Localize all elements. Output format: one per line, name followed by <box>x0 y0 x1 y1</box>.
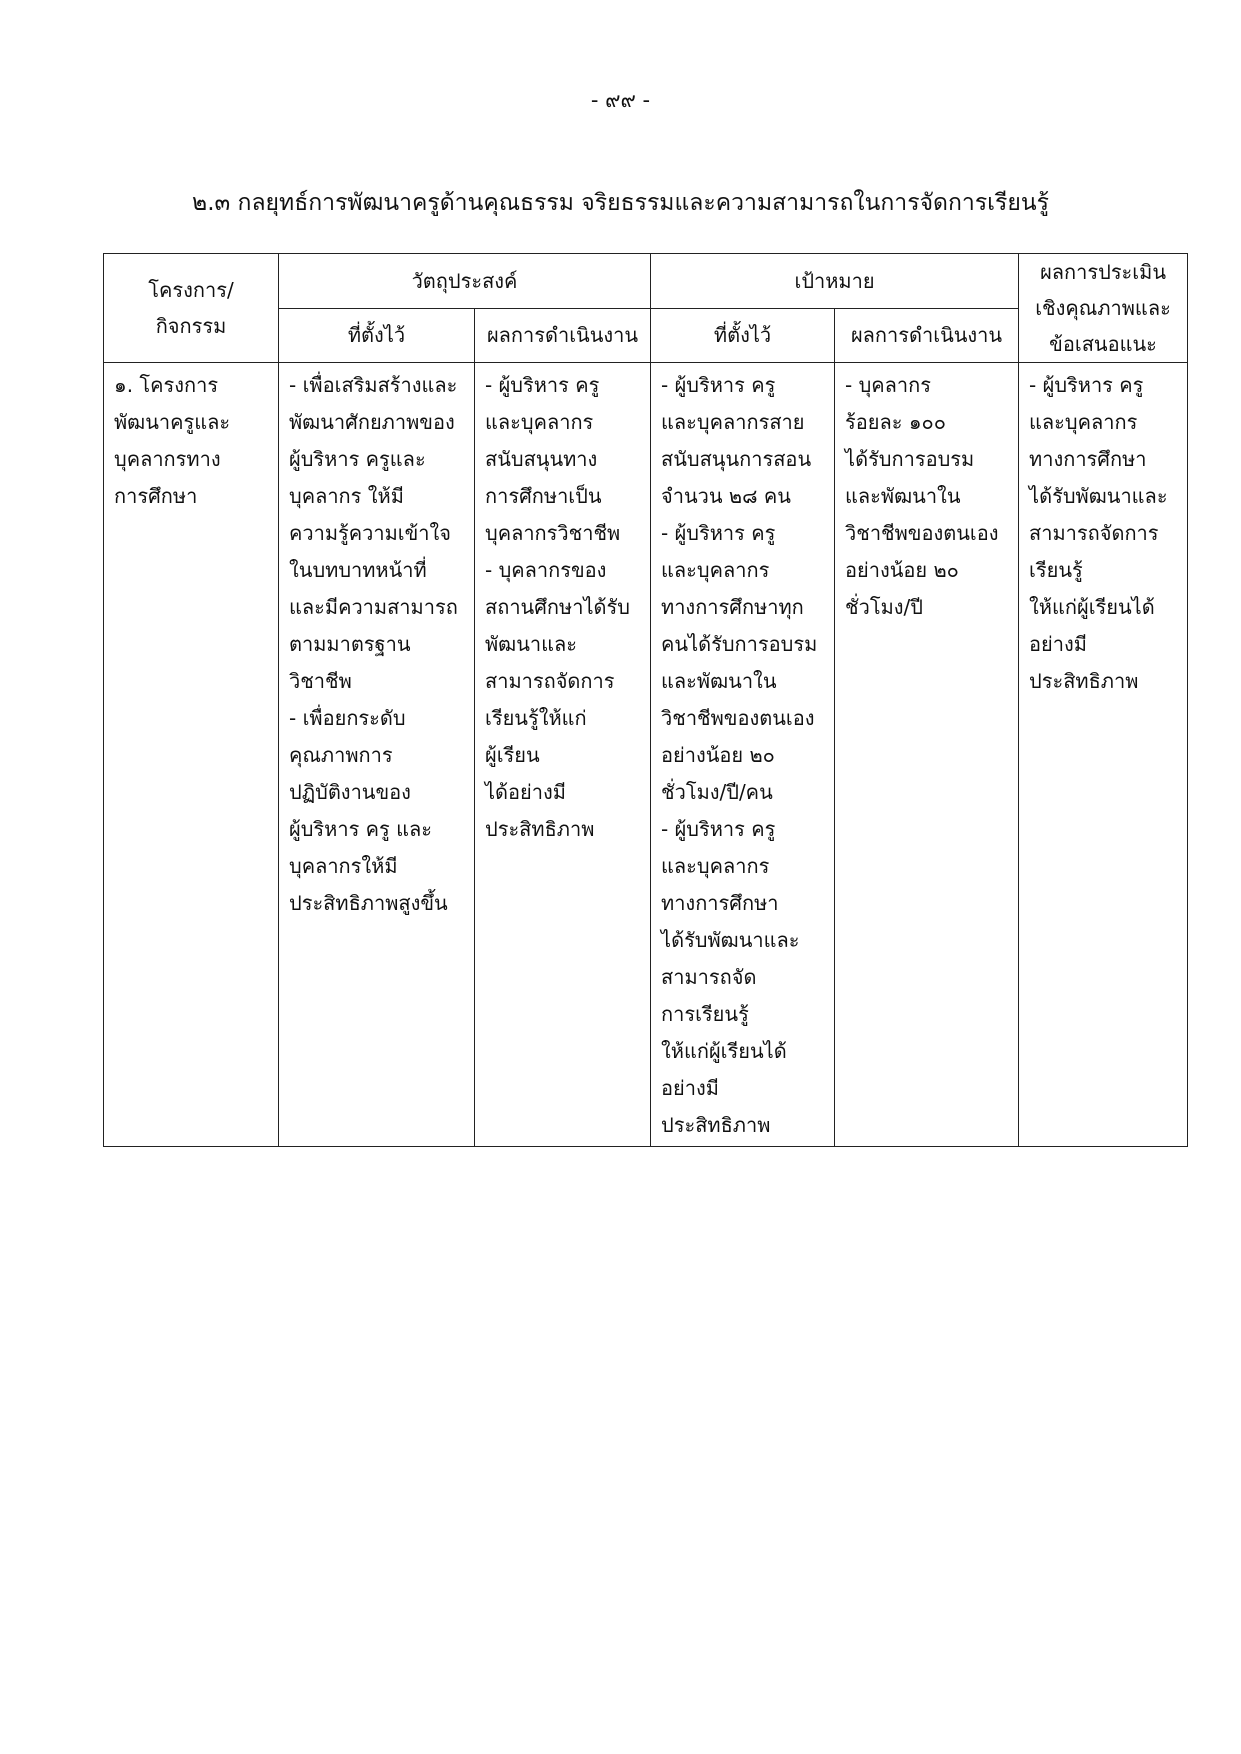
header-evaluation-line: ข้อเสนอแนะ <box>1049 332 1157 356</box>
cell-line: อย่างน้อย ๒๐ <box>845 558 959 582</box>
cell-line: วิชาชีพ <box>289 669 352 693</box>
cell-line: บุคลากร ให้มี <box>289 484 404 508</box>
cell-line: การเรียนรู้ <box>661 1002 749 1026</box>
cell-line: ประสิทธิภาพ <box>661 1113 771 1137</box>
header-target: เป้าหมาย <box>651 254 1019 309</box>
cell-line: ได้รับการอบรม <box>845 447 975 471</box>
cell-project <box>104 363 279 1147</box>
header-objective-result: ผลการดำเนินงาน <box>475 308 651 363</box>
cell-line: บุคลากรวิชาชีพ <box>485 521 621 545</box>
cell-line: ร้อยละ ๑๐๐ <box>845 410 946 434</box>
cell-line: และมีความสามารถ <box>289 595 458 619</box>
cell-target-set <box>651 363 835 1147</box>
cell-line: - ผู้บริหาร ครู <box>661 373 776 397</box>
cell-objective-set <box>279 363 475 1147</box>
header-target-set: ที่ตั้งไว้ <box>651 308 835 363</box>
cell-line: การศึกษา <box>114 484 198 508</box>
cell-line: - ผู้บริหาร ครู <box>661 817 776 841</box>
cell-line: ได้รับพัฒนาและ <box>1029 484 1168 508</box>
cell-line: วิชาชีพของตนเอง <box>845 521 999 545</box>
cell-line: ทางการศึกษาทุก <box>661 595 804 619</box>
cell-line: และบุคลากร <box>661 558 770 582</box>
cell-line: อย่างน้อย ๒๐ <box>661 743 775 767</box>
cell-line: วิชาชีพของตนเอง <box>661 706 815 730</box>
page-number: - ๙๙ - <box>590 88 651 112</box>
cell-line: สามารถจัด <box>661 965 757 989</box>
cell-evaluation <box>1019 363 1188 1147</box>
cell-line: ประสิทธิภาพ <box>485 817 595 841</box>
cell-line: คนได้รับการอบรม <box>661 632 818 656</box>
table-row <box>104 363 1188 1147</box>
cell-line: - ผู้บริหาร ครู <box>485 373 600 397</box>
cell-line: บุคลากรให้มี <box>289 854 398 878</box>
cell-line: - เพื่อเสริมสร้างและ <box>289 373 458 397</box>
cell-line: และบุคลากรสาย <box>661 410 805 434</box>
header-project <box>104 254 279 363</box>
cell-line: ให้แก่ผู้เรียนได้ <box>661 1039 787 1063</box>
strategy-table <box>103 253 1188 1147</box>
cell-line: - บุคลากรของ <box>485 558 607 582</box>
cell-line: และบุคลากร <box>1029 410 1138 434</box>
cell-objective-result <box>475 363 651 1147</box>
header-evaluation-line: เชิงคุณภาพและ <box>1035 296 1171 320</box>
cell-line: ตามมาตรฐาน <box>289 632 411 656</box>
header-objective: วัตถุประสงค์ <box>279 254 651 309</box>
cell-line: - ผู้บริหาร ครู <box>1029 373 1144 397</box>
section-title: ๒.๓ กลยุทธ์การพัฒนาครูด้านคุณธรรม จริยธรรมและความสามารถในการจัดการเรียนรู้ <box>192 190 1049 216</box>
cell-line: สามารถจัดการ <box>485 669 615 693</box>
cell-line: ชั่วโมง/ปี/คน <box>661 780 773 804</box>
cell-line: อย่างมี <box>661 1076 719 1100</box>
cell-line: - บุคลากร <box>845 373 932 397</box>
cell-line: ผู้บริหาร ครูและ <box>289 447 426 471</box>
cell-line: ให้แก่ผู้เรียนได้ <box>1029 595 1155 619</box>
cell-line: ทางการศึกษา <box>1029 447 1147 471</box>
cell-line: - เพื่อยกระดับ <box>289 706 406 730</box>
cell-line: ชั่วโมง/ปี <box>845 595 923 619</box>
cell-line: ความรู้ความเข้าใจ <box>289 521 452 545</box>
cell-line: - ผู้บริหาร ครู <box>661 521 776 545</box>
header-evaluation <box>1019 254 1188 363</box>
header-objective-set: ที่ตั้งไว้ <box>279 308 475 363</box>
cell-line: ได้อย่างมี <box>485 780 566 804</box>
cell-line: เรียนรู้ <box>1029 558 1083 582</box>
header-target-result: ผลการดำเนินงาน <box>835 308 1019 363</box>
cell-line: สนับสนุนการสอน <box>661 447 812 471</box>
cell-line: อย่างมี <box>1029 632 1087 656</box>
cell-line: คุณภาพการ <box>289 743 393 767</box>
cell-line: ผู้เรียน <box>485 743 540 767</box>
header-project-line: กิจกรรม <box>155 314 227 338</box>
cell-line: พัฒนาศักยภาพของ <box>289 410 455 434</box>
header-project-line: โครงการ/ <box>148 278 234 302</box>
cell-line: ประสิทธิภาพสูงขึ้น <box>289 891 448 915</box>
cell-line: พัฒนาและ <box>485 632 578 656</box>
cell-line: สามารถจัดการ <box>1029 521 1159 545</box>
cell-line: บุคลากรทาง <box>114 447 221 471</box>
cell-line: และบุคลากร <box>485 410 594 434</box>
cell-line: ๑. โครงการ <box>114 373 219 397</box>
cell-line: พัฒนาครูและ <box>114 410 231 434</box>
cell-line: และพัฒนาใน <box>661 669 777 693</box>
cell-line: และพัฒนาใน <box>845 484 961 508</box>
cell-target-result <box>835 363 1019 1147</box>
cell-line: ปฏิบัติงานของ <box>289 780 411 804</box>
cell-line: ทางการศึกษา <box>661 891 779 915</box>
cell-line: เรียนรู้ให้แก่ <box>485 706 587 730</box>
cell-line: ในบทบาทหน้าที่ <box>289 558 427 582</box>
cell-line: และบุคลากร <box>661 854 770 878</box>
header-evaluation-line: ผลการประเมิน <box>1040 260 1166 284</box>
cell-line: การศึกษาเป็น <box>485 484 602 508</box>
cell-line: จำนวน ๒๘ คน <box>661 484 791 508</box>
cell-line: ได้รับพัฒนาและ <box>661 928 800 952</box>
cell-line: ผู้บริหาร ครู และ <box>289 817 433 841</box>
cell-line: สนับสนุนทาง <box>485 447 598 471</box>
cell-line: สถานศึกษาได้รับ <box>485 595 630 619</box>
cell-line: ประสิทธิภาพ <box>1029 669 1139 693</box>
